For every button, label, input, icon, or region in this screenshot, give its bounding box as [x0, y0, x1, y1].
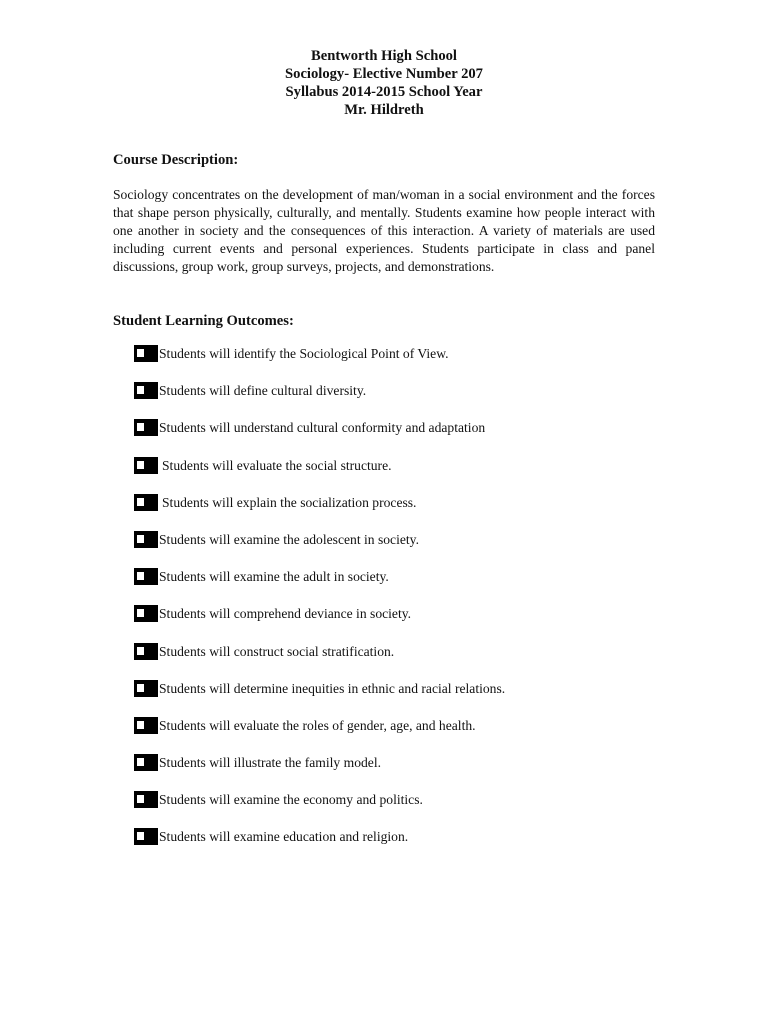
list-item	[134, 345, 505, 382]
outcome-text: Students will define cultural diversity.	[159, 383, 367, 399]
outcome-text: Students will examine the adult in society.	[159, 569, 389, 585]
list-item	[134, 680, 505, 717]
list-item	[134, 419, 505, 456]
teacher-name: Mr. Hildreth	[344, 102, 424, 118]
checkbox-icon	[134, 717, 158, 734]
checkbox-icon	[134, 382, 158, 399]
outcome-text: Students will construct social stratification.	[159, 643, 395, 659]
checkbox-icon	[134, 345, 158, 362]
checkbox-icon	[134, 605, 158, 622]
list-item	[134, 494, 505, 531]
checkbox-icon	[134, 568, 158, 585]
course-description-heading: Course Description:	[113, 152, 239, 168]
list-item	[134, 382, 505, 419]
checkbox-icon	[134, 754, 158, 771]
checkbox-icon	[134, 419, 158, 436]
list-item	[134, 754, 505, 791]
checkbox-icon	[134, 643, 158, 660]
school-name: Bentworth High School	[311, 48, 457, 64]
list-item	[134, 717, 505, 754]
course-description-text: Sociology concentrates on the development of man/woman in a social environment and the forces that shape person physically, culturally, and mentally. Students examine how people interact with one another in society and the consequences of this interaction. A variety of materials are used including current events and personal experiences. Students participate in class and panel discussions, group work, group surveys, projects, and demonstrations.	[113, 187, 655, 274]
outcome-text: Students will examine the adolescent in society.	[159, 531, 419, 547]
learning-outcomes-list	[134, 345, 505, 866]
outcome-text: Students will examine education and religion.	[159, 829, 409, 845]
list-item	[134, 605, 505, 642]
list-item	[134, 457, 505, 494]
document-header	[0, 47, 768, 119]
outcome-text: Students will comprehend deviance in society.	[159, 606, 412, 622]
outcome-text: Students will illustrate the family model.	[159, 755, 382, 771]
checkbox-icon	[134, 531, 158, 548]
course-title: Sociology- Elective Number 207	[285, 66, 483, 82]
list-item	[134, 791, 505, 828]
list-item	[134, 568, 505, 605]
checkbox-icon	[134, 680, 158, 697]
outcome-text: Students will examine the economy and politics.	[159, 792, 423, 808]
checkbox-icon	[134, 457, 158, 474]
outcome-text: Students will understand cultural conformity and adaptation	[159, 420, 486, 436]
syllabus-year: Syllabus 2014-2015 School Year	[285, 84, 483, 100]
outcome-text: Students will evaluate the roles of gender, age, and health.	[159, 717, 476, 733]
learning-outcomes-heading: Student Learning Outcomes:	[113, 313, 294, 329]
outcome-text: Students will evaluate the social structure.	[162, 457, 392, 473]
list-item	[134, 828, 505, 865]
checkbox-icon	[134, 494, 158, 511]
list-item	[134, 643, 505, 680]
outcome-text: Students will identify the Sociological Point of View.	[159, 346, 449, 361]
outcome-text: Students will determine inequities in ethnic and racial relations.	[159, 680, 506, 696]
checkbox-icon	[134, 828, 158, 845]
list-item	[134, 531, 505, 568]
checkbox-icon	[134, 791, 158, 808]
outcome-text: Students will explain the socialization process.	[162, 494, 417, 510]
